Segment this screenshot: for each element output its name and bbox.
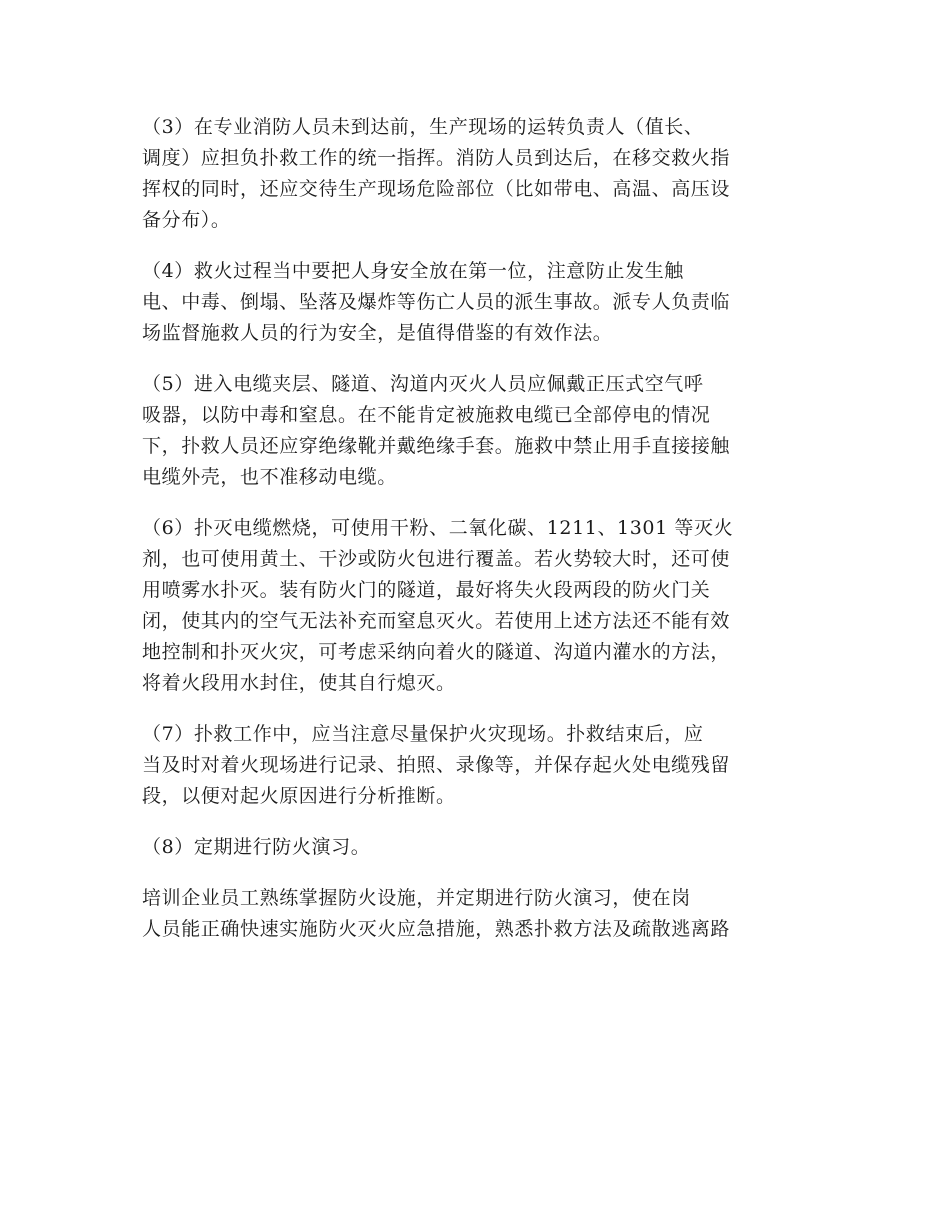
text-line: 人员能正确快速实施防火灭火应急措施，熟悉扑救方法及疏散逃离路 xyxy=(142,918,731,940)
text-line: 备分布）。 xyxy=(142,209,231,231)
text-line: 电缆外壳，也不准移动电缆。 xyxy=(142,466,397,488)
text-line: 地控制和扑灭火灾，可考虑采纳向着火的隧道、沟道内灌水的方法， xyxy=(142,641,731,663)
text-line: 吸器，以防中毒和窒息。在不能肯定被施救电缆已全部停电的情况 xyxy=(142,404,711,426)
text-line: 电、中毒、倒塌、坠落及爆炸等伤亡人员的派生事故。派专人负责临 xyxy=(142,291,731,313)
text-line: 用喷雾水扑灭。装有防火门的隧道，最好将失火段两段的防火门关 xyxy=(142,579,711,601)
paragraph-training xyxy=(142,883,812,945)
text-line: 下，扑救人员还应穿绝缘靴并戴绝缘手套。施救中禁止用手直接接触 xyxy=(142,435,731,457)
paragraph-7 xyxy=(142,719,812,812)
paragraph-4 xyxy=(142,256,812,349)
paragraph-5 xyxy=(142,369,812,493)
paragraph-6 xyxy=(142,513,812,699)
text-line: 培训企业员工熟练掌握防火设施，并定期进行防火演习，使在岗 xyxy=(142,887,691,909)
text-line: 当及时对着火现场进行记录、拍照、录像等，并保存起火处电缆残留 xyxy=(142,754,731,776)
paragraph-3 xyxy=(142,112,812,236)
text-line: 剂，也可使用黄土、干沙或防火包进行覆盖。若火势较大时，还可使 xyxy=(142,548,731,570)
text-line: （3）在专业消防人员未到达前，生产现场的运转负责人（值长、 xyxy=(142,116,704,138)
text-line: （5）进入电缆夹层、隧道、沟道内灭火人员应佩戴正压式空气呼 xyxy=(142,373,704,395)
text-line: 调度）应担负扑救工作的统一指挥。消防人员到达后，在移交救火指 xyxy=(142,147,731,169)
text-line: 闭，使其内的空气无法补充而窒息灭火。若使用上述方法还不能有效 xyxy=(142,610,731,632)
paragraph-8-heading xyxy=(142,832,812,863)
text-line: 段，以便对起火原因进行分析推断。 xyxy=(142,785,456,807)
text-line: 场监督施救人员的行为安全，是值得借鉴的有效作法。 xyxy=(142,322,613,344)
text-line: （7）扑救工作中，应当注意尽量保护火灾现场。扑救结束后，应 xyxy=(142,723,704,745)
text-line: （6）扑灭电缆燃烧，可使用干粉、二氧化碳、1211、1301 等灭火 xyxy=(142,517,734,539)
text-line: 将着火段用水封住，使其自行熄灭。 xyxy=(142,672,456,694)
text-line: （8）定期进行防火演习。 xyxy=(142,836,371,858)
document-body xyxy=(142,112,812,965)
text-line: （4）救火过程当中要把人身安全放在第一位，注意防止发生触 xyxy=(142,260,684,282)
text-line: 挥权的同时，还应交待生产现场危险部位（比如带电、高温、高压设 xyxy=(142,178,731,200)
